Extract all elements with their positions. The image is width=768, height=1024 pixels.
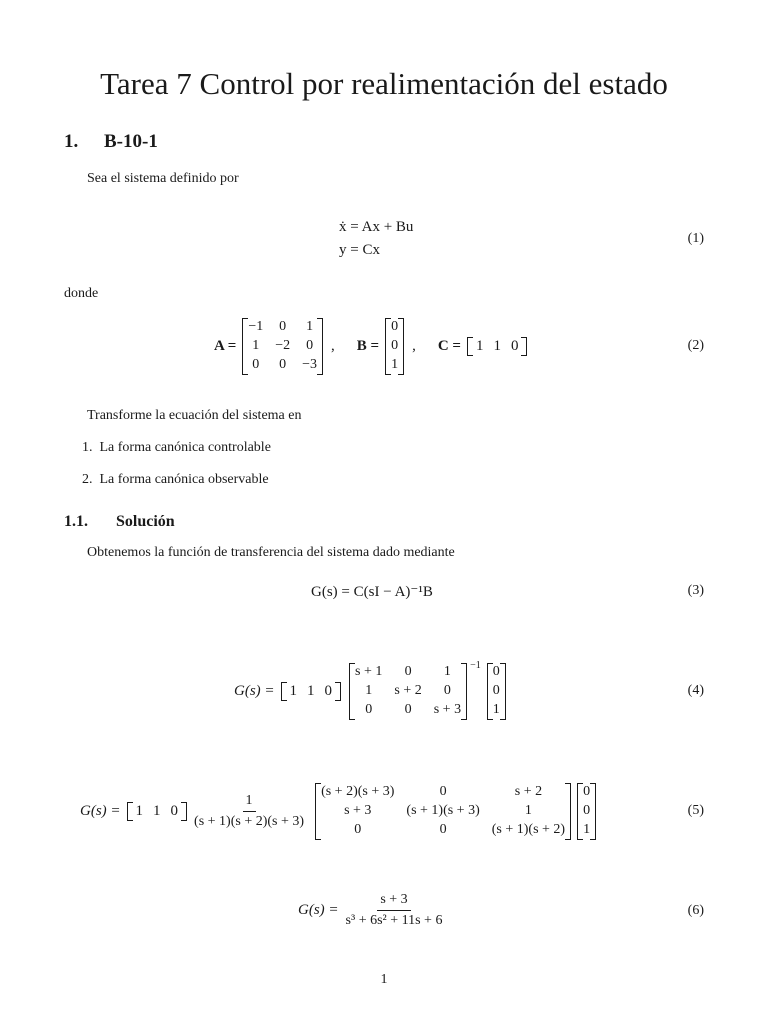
matrix-cell: (s + 2)(s + 3) [321, 784, 395, 799]
subsection-number: 1.1. [64, 513, 88, 530]
matrix-cell: s + 2 [514, 784, 543, 799]
equation-4-exponent: −1 [470, 660, 481, 671]
matrix-cell: 1 [307, 682, 315, 699]
equation-4 [234, 660, 506, 722]
matrix-cell: −1 [248, 319, 264, 334]
list-item: 1. La forma canónica controlable [82, 440, 271, 455]
page-title: Tarea 7 Control por realimentación del estado [100, 66, 668, 101]
matrix-cell: 1 [289, 682, 298, 699]
matrix-cell: s + 3 [344, 803, 372, 818]
matrix-cell: 0 [252, 357, 260, 372]
equation-5-lhs: G(s) = [80, 802, 121, 819]
matrix-cell: 0 [306, 338, 314, 353]
matrix-cell: −2 [275, 338, 291, 353]
matrix-cell: 0 [170, 802, 179, 819]
matrix-cell: (s + 1)(s + 3) [406, 803, 480, 818]
matrix-cell: 0 [443, 683, 451, 698]
matrix-cell: 0 [279, 357, 287, 372]
matrix-cell: 0 [510, 337, 519, 354]
matrix-cell: 0 [439, 822, 447, 837]
equation-4-lhs: G(s) = [234, 682, 275, 699]
donde-text: donde [64, 286, 99, 301]
equation-1-line-1: ẋ = Ax + Bu [339, 219, 414, 235]
equation-number-4: (4) [687, 683, 704, 698]
matrix-cell: 0 [492, 664, 500, 679]
matrix-cell: 0 [354, 822, 362, 837]
equation-5-B [577, 783, 596, 840]
matrix-cell: 0 [439, 784, 447, 799]
matrix-cell: 1 [492, 702, 500, 717]
equation-number-3: (3) [687, 583, 704, 598]
matrix-A-label: A = [214, 337, 237, 354]
matrix-cell: 1 [391, 357, 399, 372]
matrix-cell: 0 [583, 803, 591, 818]
section-heading-1 [64, 131, 158, 153]
matrix-cell: 1 [135, 802, 144, 819]
solution-paragraph: Obtenemos la función de transferencia del sistema dado mediante [87, 545, 455, 560]
equation-5-matrix [315, 783, 571, 840]
matrix-B-label: B = [356, 337, 380, 354]
matrix-cell: s + 3 [433, 702, 462, 717]
equation-5-fraction: $\frac{1}{(s + 1)(s + 2)(s + 3)}$ [194, 792, 305, 829]
intro-paragraph: Sea el sistema definido por [87, 171, 239, 186]
equation-1-line-2: y = Cx [339, 242, 380, 258]
section-title: B-10-1 [104, 131, 158, 152]
matrix-cell: s + 2 [394, 683, 422, 698]
equation-3: G(s) = C(sI − A)⁻¹B [311, 584, 433, 600]
matrix-cell: 1 [443, 664, 451, 679]
matrix-cell: 1 [365, 683, 373, 698]
matrix-cell: 1 [583, 822, 591, 837]
matrix-cell: 1 [252, 338, 260, 353]
matrix-cell: 0 [404, 702, 412, 717]
matrix-cell: 0 [404, 664, 412, 679]
equation-4-matrix [349, 663, 467, 720]
matrix-cell: 1 [153, 802, 161, 819]
matrix-cell: 0 [391, 319, 399, 334]
matrix-B [385, 318, 404, 375]
equation-5 [80, 780, 596, 842]
subsection-title: Solución [116, 513, 175, 530]
equation-6-lhs: G(s) = [298, 902, 339, 918]
section-number: 1. [64, 131, 79, 152]
equation-number-5: (5) [687, 803, 704, 818]
equation-4-C [281, 682, 342, 701]
matrix-C [467, 337, 528, 356]
equation-2: A = −1 0 1 1 −2 0 0 0 −3 , B = 0 0 1 , C = 1 1 0 [214, 317, 527, 375]
matrix-cell: 0 [391, 338, 399, 353]
matrix-cell: 1 [524, 803, 532, 818]
matrix-C-label: C = [437, 337, 461, 354]
matrix-cell: 0 [324, 682, 333, 699]
matrix-cell: 0 [583, 784, 591, 799]
section-heading-1-1 [64, 513, 175, 531]
matrix-cell: 1 [475, 337, 484, 354]
matrix-cell: 1 [306, 319, 314, 334]
equation-number-6: (6) [687, 903, 704, 918]
equation-6 [298, 892, 449, 929]
matrix-A [242, 318, 323, 375]
matrix-cell: −3 [302, 357, 318, 372]
matrix-cell: 1 [493, 337, 501, 354]
transform-paragraph: Transforme la ecuación del sistema en [87, 408, 302, 423]
equation-number-1: (1) [687, 231, 704, 246]
matrix-cell: 0 [279, 319, 287, 334]
list-item: 2. La forma canónica observable [82, 472, 269, 487]
equation-6-fraction: $\frac{s + 3}{\text{s³ + 6s² + 11s + 6}}$ [345, 892, 443, 928]
equation-4-B [487, 663, 506, 720]
matrix-cell: s + 1 [355, 664, 383, 679]
page-number: 1 [380, 972, 388, 987]
matrix-cell: 0 [492, 683, 500, 698]
matrix-cell: 0 [365, 702, 373, 717]
equation-5-C [127, 802, 188, 821]
matrix-cell: (s + 1)(s + 2) [491, 822, 566, 837]
equation-number-2: (2) [687, 338, 704, 353]
